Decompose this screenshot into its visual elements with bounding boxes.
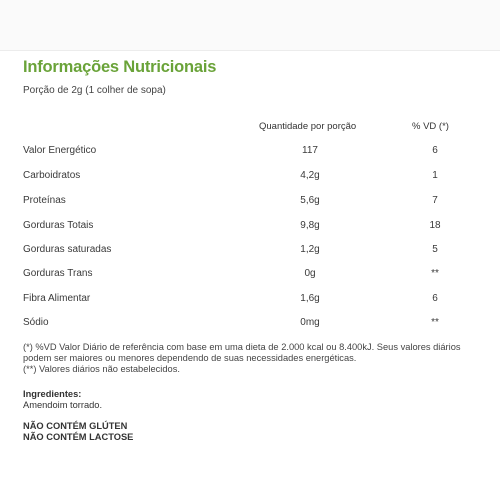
ingredients-section bbox=[23, 389, 483, 411]
nutrient-daily-value: 7 bbox=[432, 195, 438, 206]
table-row bbox=[0, 195, 500, 209]
portion-size: Porção de 2g (1 colher de sopa) bbox=[23, 85, 166, 96]
table-row bbox=[0, 170, 500, 184]
table-row bbox=[0, 145, 500, 159]
column-header-quantity: Quantidade por porção bbox=[259, 121, 357, 132]
gluten-warning: NÃO CONTÉM GLÚTEN bbox=[23, 421, 128, 431]
nutrient-quantity: 4,2g bbox=[300, 170, 320, 181]
nutrient-daily-value: ** bbox=[431, 317, 439, 328]
page-title: Informações Nutricionais bbox=[23, 58, 217, 76]
nutrient-quantity: 9,8g bbox=[300, 220, 320, 231]
table-row bbox=[0, 268, 500, 282]
footnote-not-established: (**) Valores diários não estabelecidos. bbox=[23, 364, 180, 374]
table-row bbox=[0, 293, 500, 307]
nutrient-daily-value: 1 bbox=[432, 170, 438, 181]
lactose-warning: NÃO CONTÉM LACTOSE bbox=[23, 432, 134, 442]
nutrient-daily-value: 6 bbox=[432, 293, 438, 304]
table-row bbox=[0, 220, 500, 234]
nutrient-quantity: 5,6g bbox=[300, 195, 320, 206]
footnote-daily-value: (*) %VD Valor Diário de referência com base em uma dieta de 2.000 kcal ou 8.400kJ. Seus valores diários podem ser maiores ou menores dependendo de suas necessidades energéticas. bbox=[23, 342, 461, 363]
table-row bbox=[0, 244, 500, 258]
nutrient-quantity: 117 bbox=[302, 145, 318, 156]
ingredients-text: Amendoim torrado. bbox=[23, 400, 103, 410]
nutrient-quantity: 1,6g bbox=[300, 293, 320, 304]
nutrient-name: Gorduras saturadas bbox=[23, 244, 112, 255]
nutrient-name: Valor Energético bbox=[23, 145, 97, 156]
nutrient-name: Carboidratos bbox=[23, 170, 81, 181]
column-header-daily-value: % VD (*) bbox=[412, 121, 449, 132]
nutrient-quantity: 0mg bbox=[300, 317, 320, 328]
nutrient-daily-value: 18 bbox=[429, 220, 441, 231]
footnotes bbox=[23, 342, 483, 375]
table-row bbox=[0, 317, 500, 331]
nutrient-quantity: 0g bbox=[304, 268, 316, 279]
nutrient-daily-value: 5 bbox=[432, 244, 438, 255]
nutrient-name: Gorduras Trans bbox=[23, 268, 93, 279]
nutrient-daily-value: ** bbox=[431, 268, 439, 279]
nutrient-name: Fibra Alimentar bbox=[23, 293, 91, 304]
top-band bbox=[0, 0, 500, 51]
nutrient-daily-value: 6 bbox=[432, 145, 438, 156]
nutrient-quantity: 1,2g bbox=[300, 244, 320, 255]
ingredients-label: Ingredientes: bbox=[23, 389, 82, 399]
allergen-warnings bbox=[23, 421, 133, 443]
nutrient-name: Proteínas bbox=[23, 195, 66, 206]
nutrient-name: Sódio bbox=[23, 317, 49, 328]
nutrient-name: Gorduras Totais bbox=[23, 220, 94, 231]
